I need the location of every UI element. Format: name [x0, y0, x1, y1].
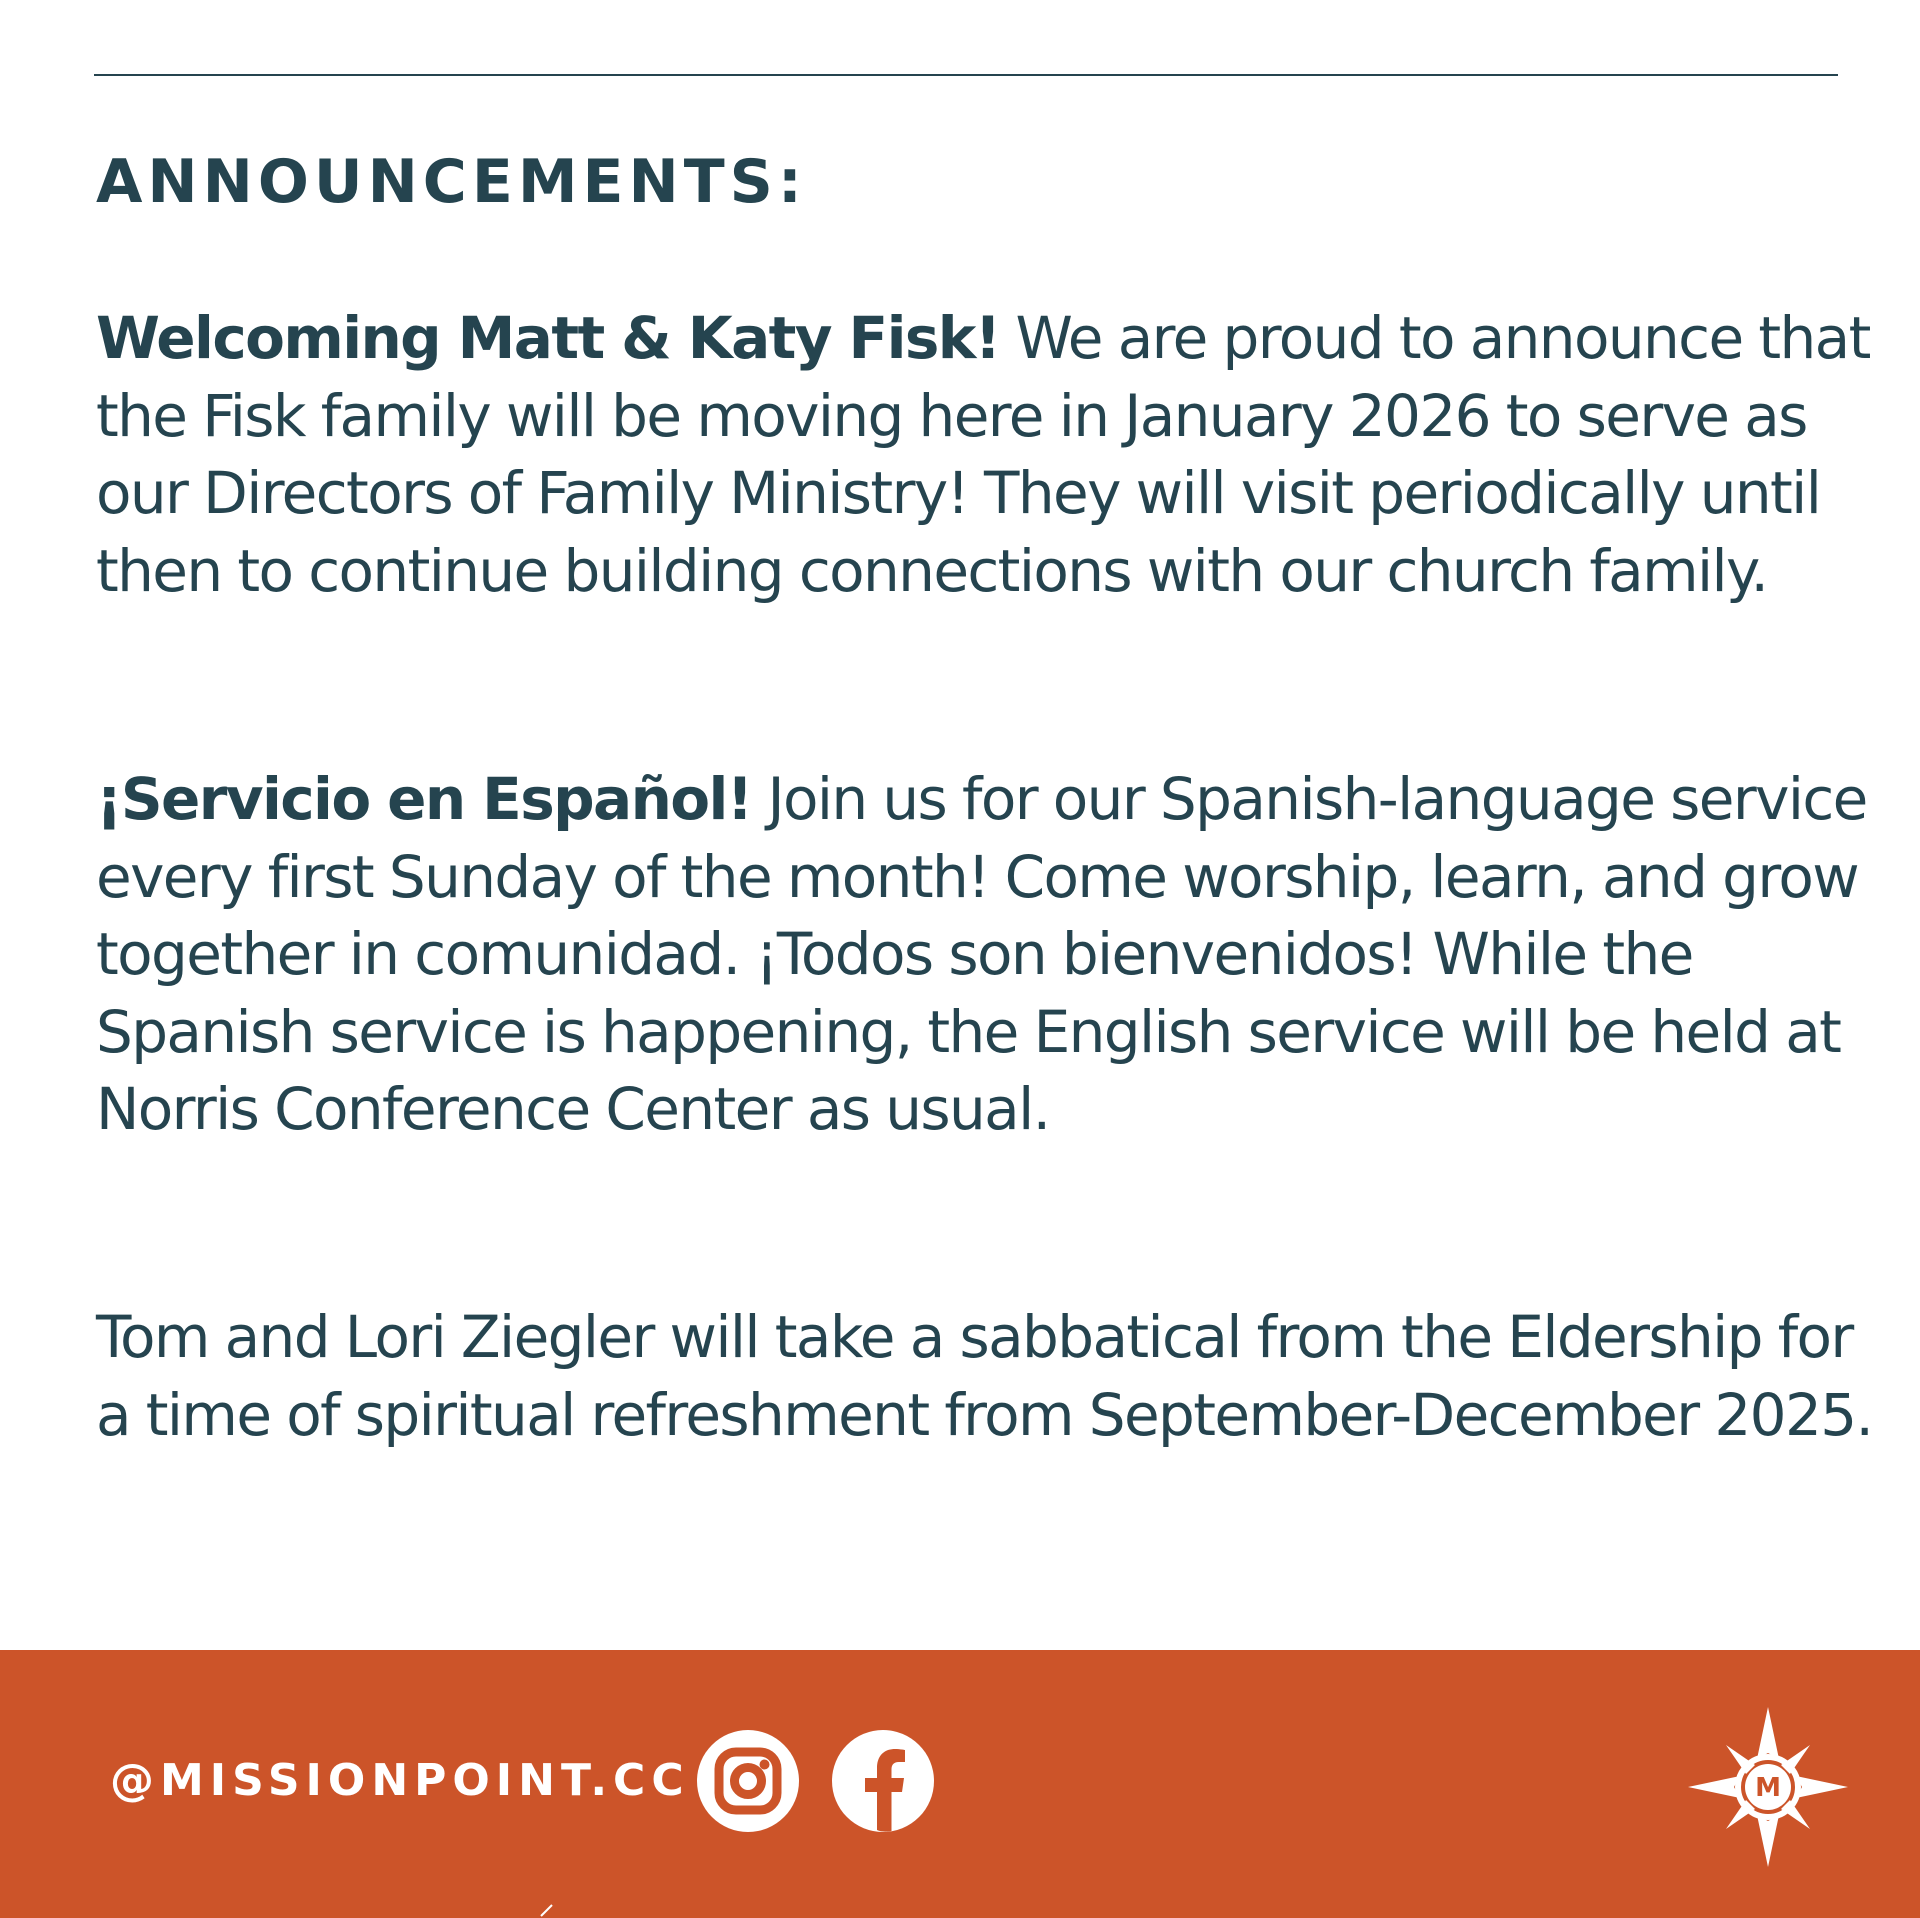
- page-title: ANNOUNCEMENTS:: [96, 147, 807, 217]
- instagram-button[interactable]: [697, 1730, 799, 1832]
- footer-tick-mark: [540, 1903, 554, 1917]
- announcement-title: ¡Servicio en Español!: [96, 765, 752, 833]
- announcement-sabbatical: [96, 1299, 1886, 1454]
- instagram-icon: [697, 1730, 799, 1832]
- announcement-title: Welcoming Matt & Katy Fisk!: [96, 304, 1000, 372]
- social-handle[interactable]: @MISSIONPOINT.CC: [110, 1755, 690, 1806]
- facebook-button[interactable]: [832, 1730, 934, 1832]
- top-divider: [94, 74, 1838, 76]
- announcement-body: Join us for our Spanish-language service every first Sunday of the month! Come worship, learn, and grow together in comunidad. ¡Todos son bienvenidos! While the Spanish service is happening, the English service will be held at Norris Conference Center as usual.: [96, 765, 1867, 1143]
- facebook-icon: [832, 1730, 934, 1832]
- announcement-body: Tom and Lori Ziegler will take a sabbatical from the Eldership for a time of spiritual refreshment from September-December 2025.: [96, 1303, 1873, 1449]
- logo-letter: M: [1755, 1773, 1781, 1803]
- announcement-fisk: [96, 300, 1886, 610]
- compass-star-logo: [1688, 1707, 1848, 1867]
- announcement-spanish-service: [96, 761, 1886, 1149]
- announcement-body: We are proud to announce that the Fisk family will be moving here in January 2026 to serve as our Directors of Family Ministry! They will visit periodically until then to continue building connections with our church family.: [96, 304, 1870, 605]
